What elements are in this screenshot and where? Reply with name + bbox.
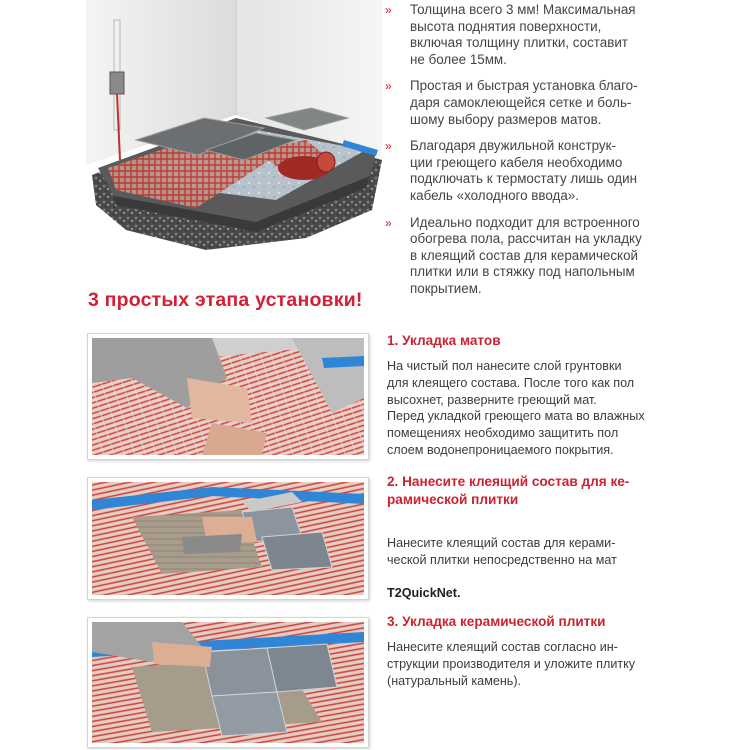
feature-list: [383, 2, 743, 308]
bullet-text: Благодаря двужильной конструк- ции греющего кабеля необходимо подключать к термостату лишь один кабель «холодного ввода».: [410, 138, 637, 203]
step3-title: 3. Укладка керамической плитки: [387, 614, 606, 629]
step1-laying-mats-photo: [87, 333, 369, 460]
list-item: [383, 78, 743, 128]
bullet-marker: »: [385, 3, 392, 17]
step2-body: [387, 518, 617, 602]
bullet-marker: »: [385, 215, 392, 230]
step1-title: 1. Укладка матов: [387, 333, 501, 348]
bullet-marker: »: [385, 79, 392, 94]
page-title: 3 простых этапа установки!: [88, 289, 363, 311]
step2-title: 2. Нанесите клеящий состав для ке- рамической плитки: [387, 474, 630, 507]
list-item: [383, 138, 743, 204]
list-item: [383, 215, 743, 298]
list-item: [383, 2, 743, 68]
product-name: T2QuickNet.: [387, 586, 461, 601]
step2-adhesive-photo: [87, 477, 369, 600]
floor-layers-illustration: [86, 0, 382, 262]
bullet-text: Простая и быстрая установка благо- даря самоклеющейся сетке и боль- шому выбору размеров матов.: [410, 78, 638, 127]
step1-body: На чистый пол нанесите слой грунтовки для клеящего состава. После того как пол высохнет, разверните греющий мат. Перед укладкой греющего мата во влажных помещениях необходимо защитить пол слоем водонепроницаемого покрытия.: [387, 359, 645, 457]
step3-tiles-photo: [87, 617, 369, 748]
step2-body-text: Нанесите клеящий состав для керами- ческой плитки непосредственно на мат: [387, 535, 617, 567]
bullet-text: Идеально подходит для встроенного обогрева пола, рассчитан на укладку в клеящий состав для керамической плитки или в стяжку под напольным покрытием.: [410, 214, 642, 296]
bullet-text: Толщина всего 3 мм! Максимальная высота поднятия поверхности, включая толщину плитки, составит не более 15мм.: [410, 2, 636, 67]
bullet-marker: »: [385, 139, 392, 154]
step3-body: Нанесите клеящий состав согласно ин- струкции производителя и уложите плитку (натуральный камень).: [387, 640, 636, 688]
